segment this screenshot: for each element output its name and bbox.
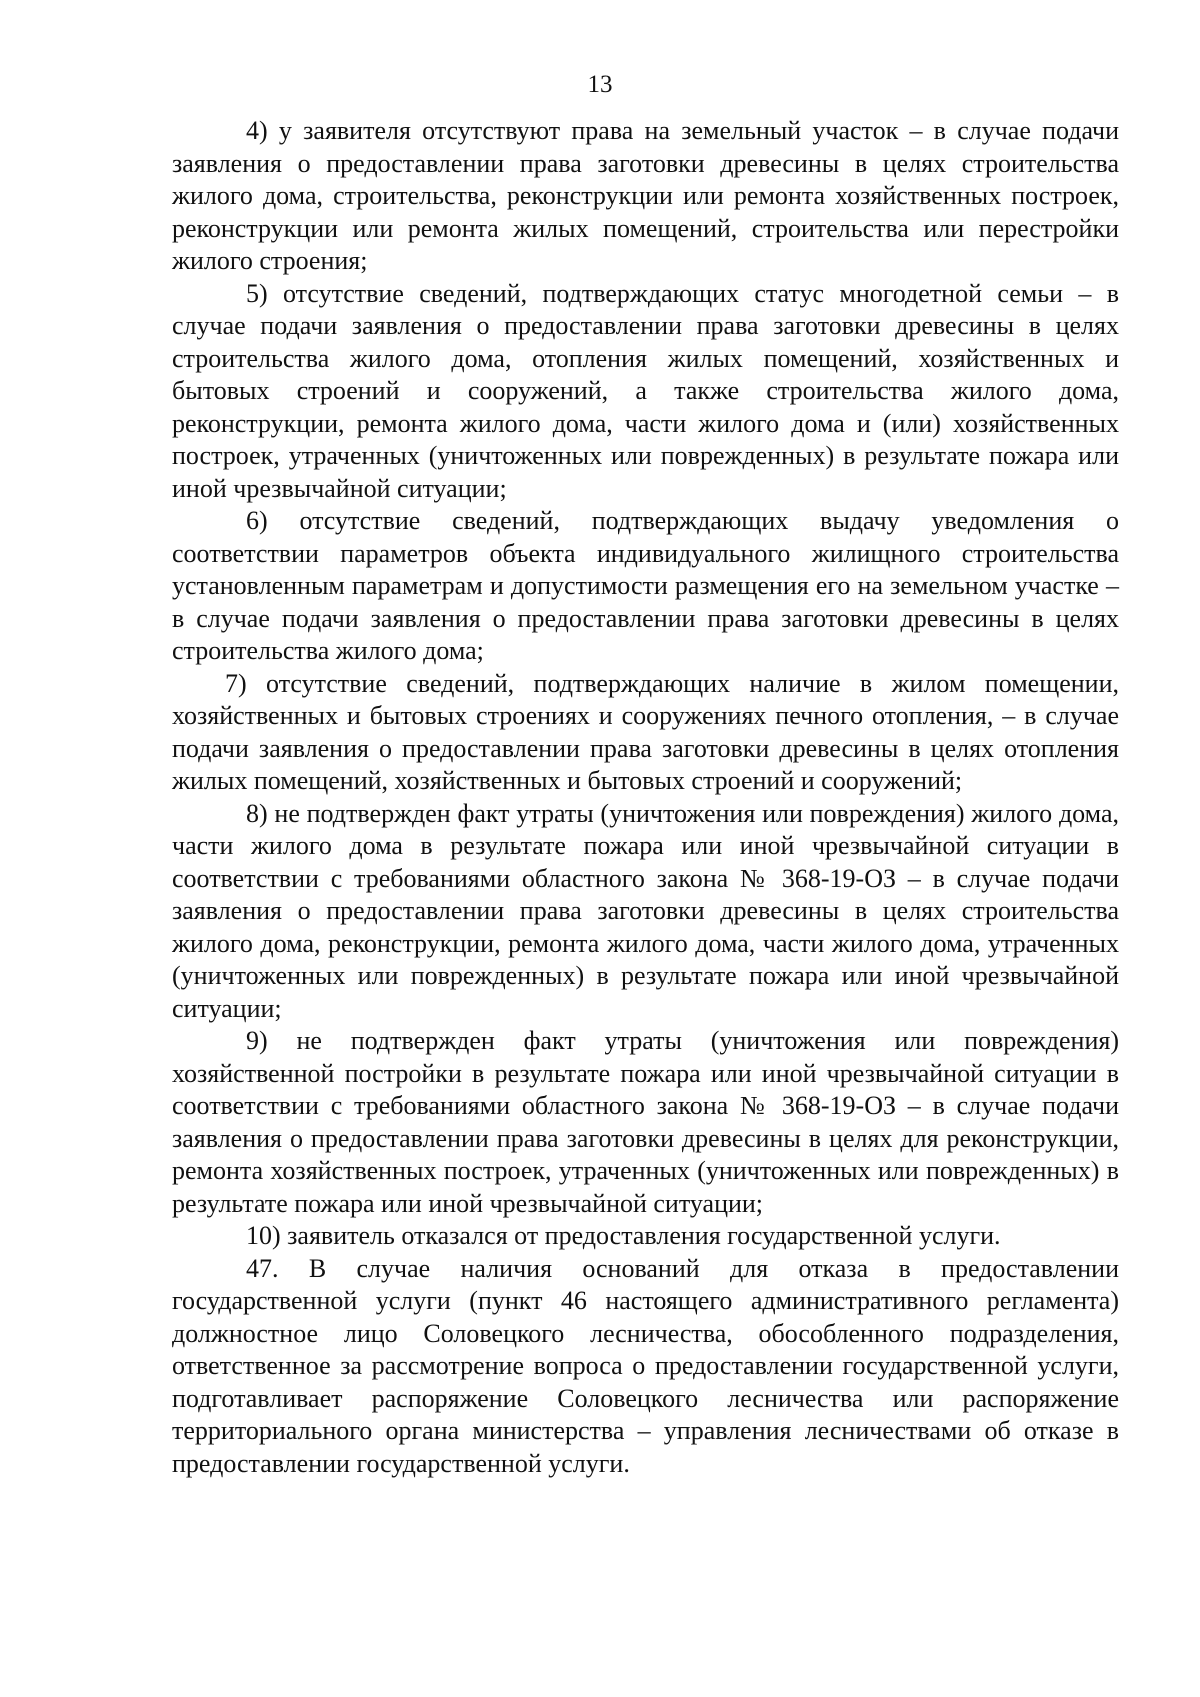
paragraph-item-7: 7) отсутствие сведений, подтверждающих наличие в жилом помещении, хозяйственных и бытовых строениях и сооружениях печного отопления, – в случае подачи заявления о предоставлении права заготовки древесины в целях отопления жилых помещений, хозяйственных и бытовых строений и сооружений; [172,668,1119,795]
paragraph-item-5: 5) отсутствие сведений, подтверждающих статус многодетной семьи – в случае подачи заявления о предоставлении права заготовки древесины в целях строительства жилого дома, отопления жилых помещений, хозяйственных и бытовых строений и сооружений, а также строительства жилого дома, реконструкции, ремонта жилого дома, части жилого дома и (или) хозяйственных построек, утраченных (уничтоженных или поврежденных) в результате пожара или иной чрезвычайной ситуации; [172,278,1119,503]
page-number: 13 [587,71,613,98]
paragraph-item-6: 6) отсутствие сведений, подтверждающих выдачу уведомления о соответствии параметров объекта индивидуального жилищного строительства установленным параметрам и допустимости размещения его на земельном участке – в случае подачи заявления о предоставлении права заготовки древесины в целях строительства жилого дома; [172,506,1119,665]
paragraph-item-47: 47. В случае наличия оснований для отказа в предоставлении государственной услуги (пункт 46 настоящего административного регламента) должностное лицо Соловецкого лесничества, обособленного подразделения, ответственное за рассмотрение вопроса о предоставлении государственной услуги, подготавливает распоряжение Соловецкого лесничества или распоряжение территориального органа министерства – управления лесничествами об отказе в предоставлении государственной услуги. [172,1253,1119,1478]
paragraph-item-4: 4) у заявителя отсутствуют права на земельный участок – в случае подачи заявления о предоставлении права заготовки древесины в целях строительства жилого дома, строительства, реконструкции или ремонта хозяйственных построек, реконструкции или ремонта жилых помещений, строительства или перестройки жилого строения; [172,116,1119,275]
document-body [172,115,1119,1480]
paragraph-item-9: 9) не подтвержден факт утраты (уничтожения или повреждения) хозяйственной постройки в результате пожара или иной чрезвычайной ситуации в соответствии с требованиями областного закона № 368-19-ОЗ – в случае подачи заявления о предоставлении права заготовки древесины в целях для реконструкции, ремонта хозяйственных построек, утраченных (уничтоженных или поврежденных) в результате пожара или иной чрезвычайной ситуации; [172,1026,1119,1218]
paragraph-item-10: 10) заявитель отказался от предоставления государственной услуги. [246,1221,1001,1250]
paragraph-item-8: 8) не подтвержден факт утраты (уничтожения или повреждения) жилого дома, части жилого дома в результате пожара или иной чрезвычайной ситуации в соответствии с требованиями областного закона № 368-19-ОЗ – в случае подачи заявления о предоставлении права заготовки древесины в целях строительства жилого дома, реконструкции, ремонта жилого дома, части жилого дома, утраченных (уничтоженных или поврежденных) в результате пожара или иной чрезвычайной ситуации; [172,798,1119,1023]
